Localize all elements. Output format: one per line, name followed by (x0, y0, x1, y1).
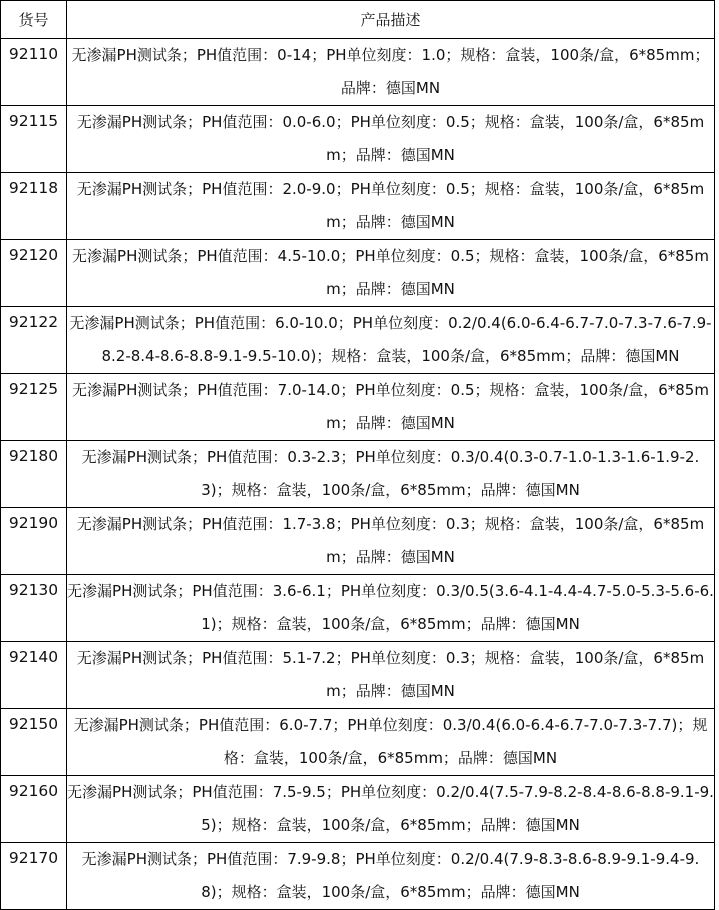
table-row (1, 441, 715, 508)
product-code: 92118 (1, 173, 67, 240)
product-description: 无渗漏PH测试条；PH值范围：3.6-6.1；PH单位刻度：0.3/0.5(3.6-4.1-4.4-4.7-5.0-5.3-5.6-6.1)；规格：盒装，100条/盒，6*85mm；品牌：德国MN (67, 575, 715, 642)
product-code: 92115 (1, 106, 67, 173)
table-row (1, 240, 715, 307)
table-row (1, 173, 715, 240)
header-product-code: 货号 (1, 1, 67, 39)
product-description: 无渗漏PH测试条；PH值范围：1.7-3.8；PH单位刻度：0.3；规格：盒装，100条/盒，6*85mm；品牌：德国MN (67, 508, 715, 575)
product-code: 92190 (1, 508, 67, 575)
product-code: 92110 (1, 39, 67, 106)
product-code: 92120 (1, 240, 67, 307)
product-code: 92160 (1, 776, 67, 843)
product-description: 无渗漏PH测试条；PH值范围：7.9-9.8；PH单位刻度：0.2/0.4(7.9-8.3-8.6-8.9-9.1-9.4-9.8)；规格：盒装，100条/盒，6*85mm；品牌：德国MN (67, 843, 715, 910)
table-row (1, 843, 715, 910)
product-code: 92140 (1, 642, 67, 709)
product-description: 无渗漏PH测试条；PH值范围：2.0-9.0；PH单位刻度：0.5；规格：盒装，100条/盒，6*85mm；品牌：德国MN (67, 173, 715, 240)
product-description: 无渗漏PH测试条；PH值范围：0.3-2.3；PH单位刻度：0.3/0.4(0.3-0.7-1.0-1.3-1.6-1.9-2.3)；规格：盒装，100条/盒，6*85mm；品牌：德国MN (67, 441, 715, 508)
product-description: 无渗漏PH测试条；PH值范围：4.5-10.0；PH单位刻度：0.5；规格：盒装，100条/盒，6*85mm；品牌：德国MN (67, 240, 715, 307)
table-row (1, 106, 715, 173)
header-product-description: 产品描述 (67, 1, 715, 39)
table-row (1, 39, 715, 106)
product-description: 无渗漏PH测试条；PH值范围：7.5-9.5；PH单位刻度：0.2/0.4(7.5-7.9-8.2-8.4-8.6-8.8-9.1-9.5)；规格：盒装，100条/盒，6*85mm；品牌：德国MN (67, 776, 715, 843)
product-description: 无渗漏PH测试条；PH值范围：5.1-7.2；PH单位刻度：0.3；规格：盒装，100条/盒，6*85mm；品牌：德国MN (67, 642, 715, 709)
table-row (1, 575, 715, 642)
table-row (1, 374, 715, 441)
product-description: 无渗漏PH测试条；PH值范围：0.0-6.0；PH单位刻度：0.5；规格：盒装，100条/盒，6*85mm；品牌：德国MN (67, 106, 715, 173)
product-description: 无渗漏PH测试条；PH值范围：0-14；PH单位刻度：1.0；规格：盒装，100条/盒，6*85mm；品牌：德国MN (67, 39, 715, 106)
product-code: 92130 (1, 575, 67, 642)
product-description: 无渗漏PH测试条；PH值范围：7.0-14.0；PH单位刻度：0.5；规格：盒装，100条/盒，6*85mm；品牌：德国MN (67, 374, 715, 441)
table-row (1, 307, 715, 374)
product-code: 92170 (1, 843, 67, 910)
product-description: 无渗漏PH测试条；PH值范围：6.0-10.0；PH单位刻度：0.2/0.4(6.0-6.4-6.7-7.0-7.3-7.6-7.9-8.2-8.4-8.6-8.8-9.1-9.5-10.0)；规格：盒装，100条/盒，6*85mm；品牌：德国MN (67, 307, 715, 374)
table-header-row (1, 1, 715, 39)
table-row (1, 776, 715, 843)
product-code: 92122 (1, 307, 67, 374)
table-row (1, 508, 715, 575)
product-code: 92150 (1, 709, 67, 776)
product-description: 无渗漏PH测试条；PH值范围：6.0-7.7；PH单位刻度：0.3/0.4(6.0-6.4-6.7-7.0-7.3-7.7)；规格：盒装，100条/盒，6*85mm；品牌：德国MN (67, 709, 715, 776)
table-row (1, 642, 715, 709)
product-code: 92125 (1, 374, 67, 441)
table-row (1, 709, 715, 776)
product-code: 92180 (1, 441, 67, 508)
